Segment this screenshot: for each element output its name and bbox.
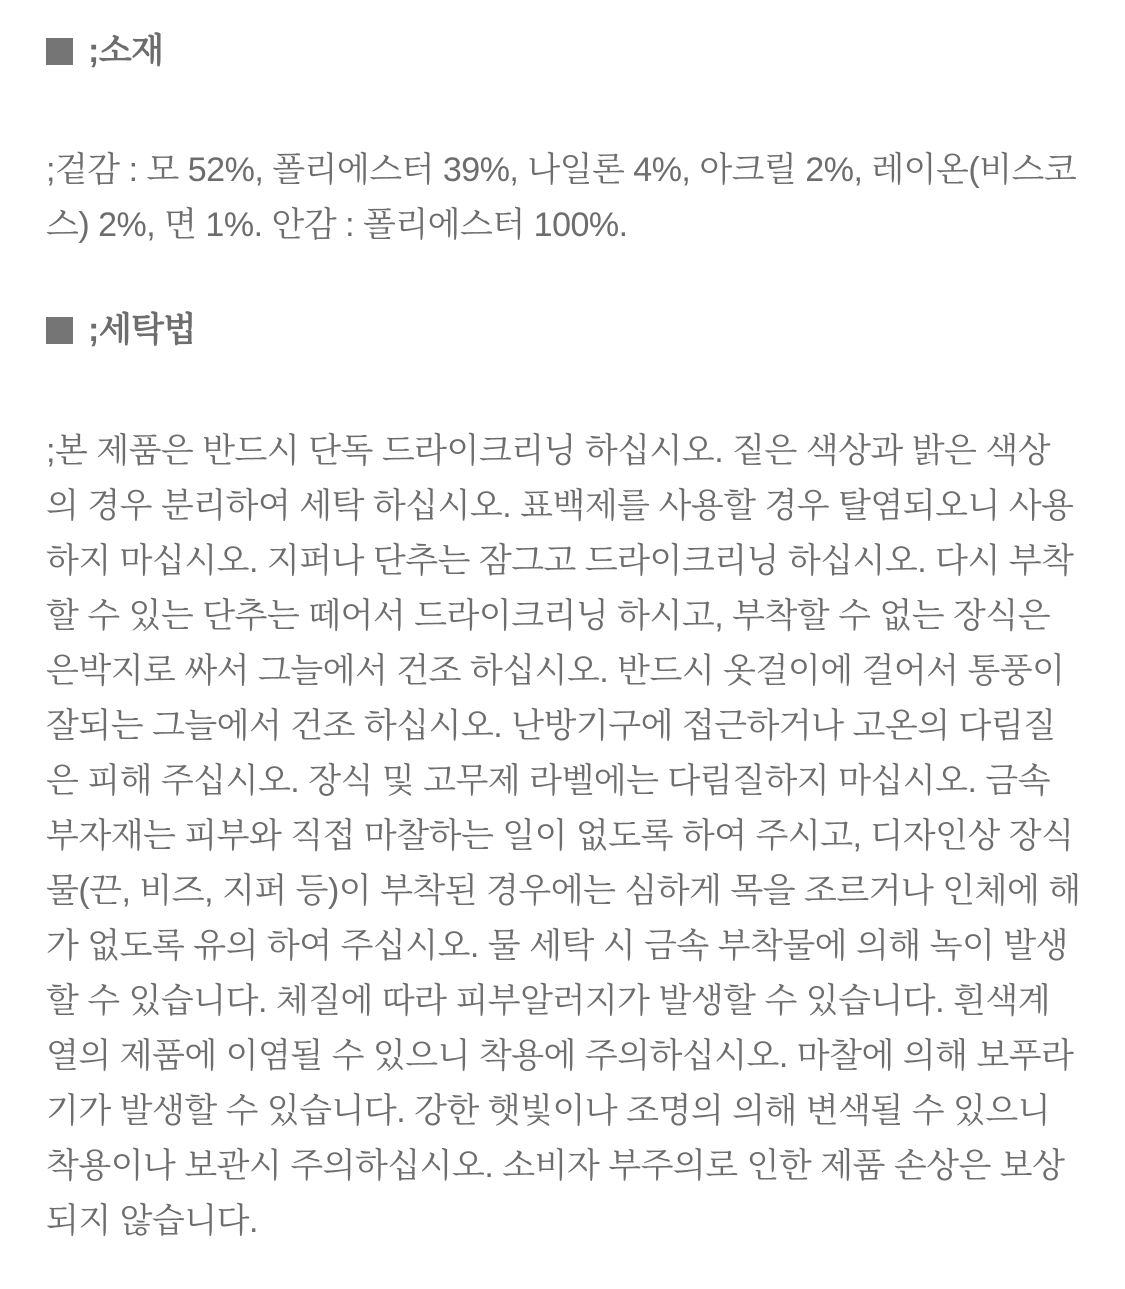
- section-heading-material: [46, 24, 1081, 79]
- care-instructions-text: ;본 제품은 반드시 단독 드라이크리닝 하십시오. 짙은 색상과 밝은 색상의 경우 분리하여 세탁 하십시오. 표백제를 사용할 경우 탈염되오니 사용하지 마십시오. 지퍼나 단추는 잠그고 드라이크리닝 하십시오. 다시 부착할 수 있는 단추는 떼어서 드라이크리닝 하시고, 부착할 수 없는 장식은 은박지로 싸서 그늘에서 건조 하십시오. 반드시 옷걸이에 걸어서 통풍이 잘되는 그늘에서 건조 하십시오. 난방기구에 접근하거나 고온의 다림질은 피해 주십시오. 장식 및 고무제 라벨에는 다림질하지 마십시오. 금속부자재는 피부와 직접 마찰하는 일이 없도록 하여 주시고, 디자인상 장식물(끈, 비즈, 지퍼 등)이 부착된 경우에는 심하게 목을 조르거나 인체에 해가 없도록 유의 하여 주십시오. 물 세탁 시 금속 부착물에 의해 녹이 발생할 수 있습니다. 체질에 따라 피부알러지가 발생할 수 있습니다. 흰색계열의 제품에 이염될 수 있으니 착용에 주의하십시오. 마찰에 의해 보푸라기가 발생할 수 있습니다. 강한 햇빛이나 조명의 의해 변색될 수 있으니 착용이나 보관시 주의하십시오. 소비자 부주의로 인한 제품 손상은 보상 되지 않습니다.: [46, 432, 1081, 1240]
- section-heading-care: [46, 303, 1081, 358]
- care-heading-label: ;세탁법: [88, 311, 196, 349]
- material-composition-text: ;겉감 : 모 52%, 폴리에스터 39%, 나일론 4%, 아크릴 2%, 레이온(비스코스) 2%, 면 1%. 안감 : 폴리에스터 100%.: [46, 151, 1077, 244]
- square-bullet-icon: [46, 38, 73, 65]
- material-heading-label: ;소재: [88, 32, 164, 70]
- square-bullet-icon: [46, 317, 73, 344]
